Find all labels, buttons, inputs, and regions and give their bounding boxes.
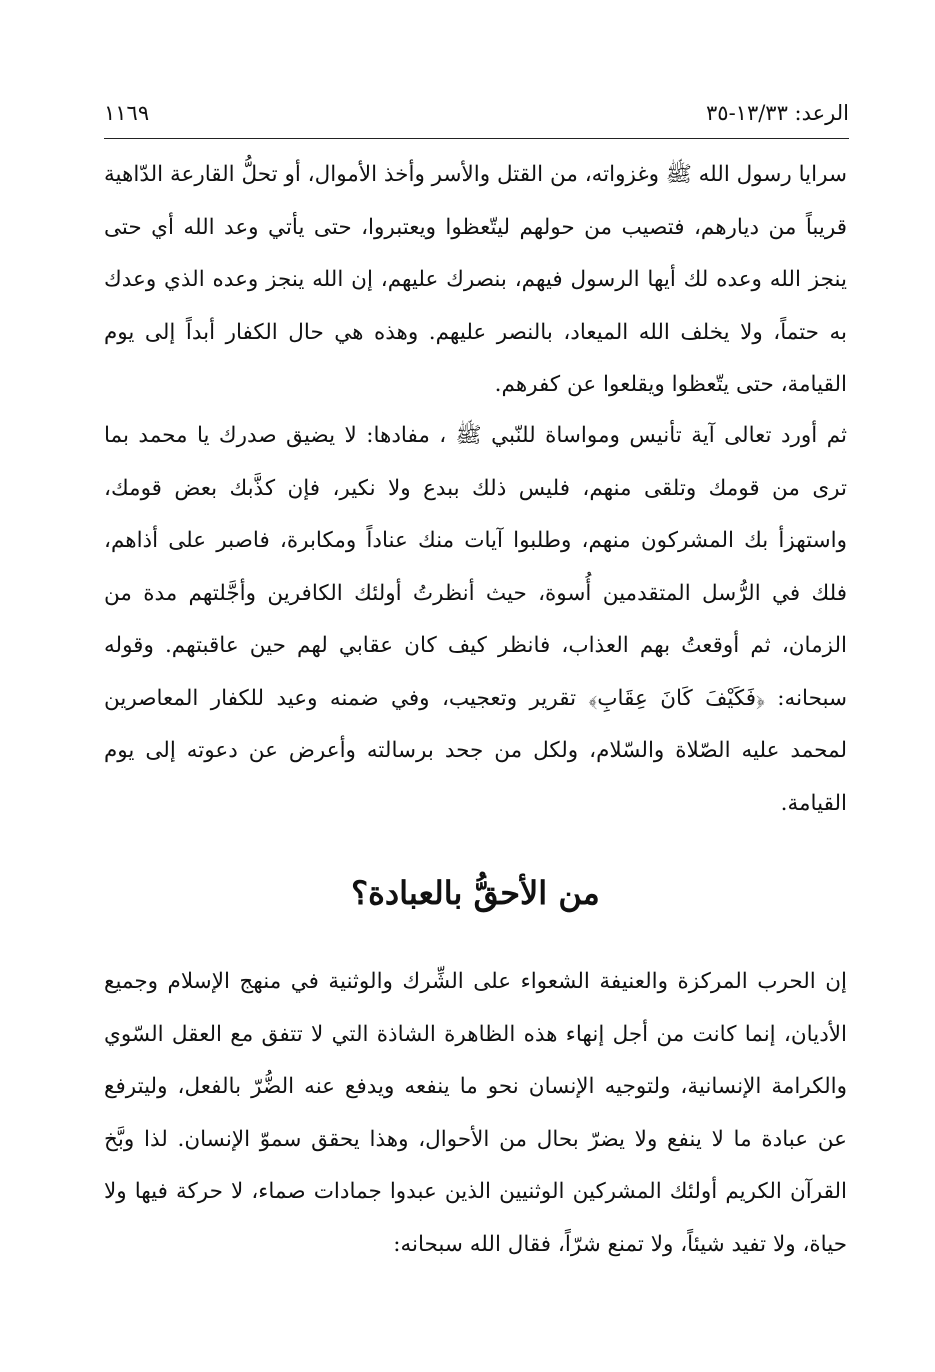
chapter-verse-reference: الرعد: ١٣/٣٣-٣٥	[706, 101, 849, 125]
paragraph-3: إن الحرب المركزة والعنيفة الشعواء على الشِّرك والوثنية في منهج الإسلام وجميع الأديان، إنما كانت من أجل إنهاء هذه الظاهرة الشاذة التي لا تتفق مع العقل السّوي والكرامة الإنسانية، ولتوجيه الإنسان نحو ما ينفعه ويدفع عنه الضُّرّ بالفعل، وليترفع عن عبادة ما لا ينفع ولا يضرّ بحال من الأحوال، وهذا يحقق سموّ الإنسان. لذا وبَّخ القرآن الكريم أولئك المشركين الوثنيين الذين عبدوا جمادات صماء، لا حركة فيها ولا حياة، ولا تفيد شيئاً، ولا تمنع شرّاً، فقال الله سبحانه:	[104, 969, 847, 1257]
paragraph-1: سرايا رسول الله ﷺ وغزواته، من القتل والأسر وأخذ الأموال، أو تحلُّ القارعة الدّاهية قريباً من ديارهم، فتصيب من حولهم ليتّعظوا ويعتبروا، حتى يأتي وعد الله أي حتى ينجز الله وعده لك أيها الرسول فيهم، بنصرك عليهم، إن الله ينجز وعده الذي وعدك به حتماً، ولا يخلف الله الميعاد، بالنصر عليهم. وهذه هي حال الكفار أبداً إلى يوم القيامة، حتى يتّعظوا ويقلعوا عن كفرهم.	[104, 162, 847, 397]
section-title: من الأحقُّ بالعبادة؟	[351, 874, 600, 912]
running-head	[104, 96, 849, 130]
page-number: ١١٦٩	[104, 101, 150, 125]
header-divider	[104, 138, 849, 139]
paragraph-2: ثم أورد تعالى آية تأنيس ومواساة للنّبي ﷺ ، مفادها: لا يضيق صدرك يا محمد بما ترى من قومك وتلقى منهم، فليس ذلك ببدع ولا نكير، فإن كذَّبك بعض قومك، واستهزأ بك المشركون منهم، وطلبوا آيات منك عناداً ومكابرة، فاصبر على أذاهم، فلك في الرُّسل المتقدمين أُسوة، حيث أنظرتُ أولئك الكافرين وأجَّلتهم مدة من الزمان، ثم أوقعتُ بهم العذاب، فانظر كيف كان عقابي لهم حين عاقبتهم. وقوله سبحانه: ﴿فَكَيْفَ كَانَ عِقَابِ﴾ تقرير وتعجيب، وفي ضمنه وعيد للكفار المعاصرين لمحمد عليه الصّلاة والسّلام، ولكل من جحد برسالته وأعرض عن دعوته إلى يوم القيامة.	[104, 423, 847, 816]
